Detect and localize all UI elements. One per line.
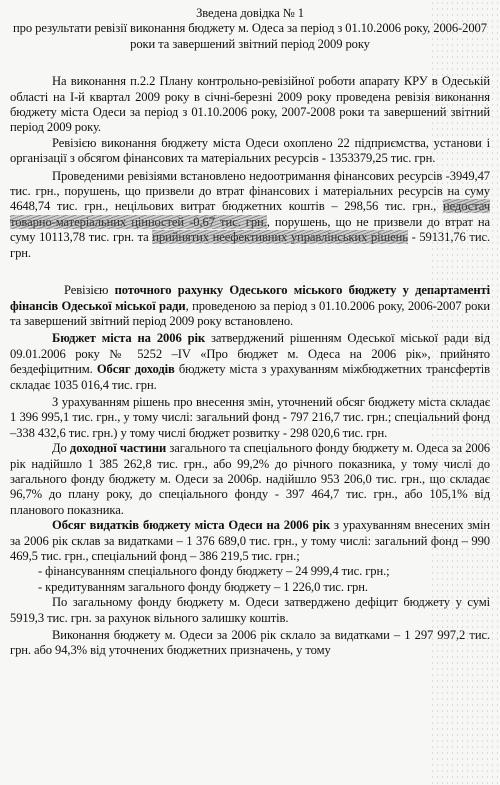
document-title: Зведена довідка № 1 — [196, 6, 304, 20]
paragraph-revenue — [10, 441, 490, 518]
audit-text-a: Ревізією — [64, 283, 115, 298]
paragraph-execution: Виконання бюджету м. Одеси за 2006 рік склало за видатками – 1 297 997,2 тис. грн. або 94,3% від уточнених бюджетних призначень, у тому — [10, 628, 490, 658]
audit-text-b: , проведеною за період з 01.10.2006 року, 2006-2007 роки та завершений звітний період 2009 року встановлено. — [10, 298, 490, 328]
paragraph-coverage: Ревізією виконання бюджету міста Одеси охоплено 22 підприємства, установи і організації з обсягом фінансових та матеріальних ресурсів - 1353379,25 тис. грн. — [10, 135, 490, 166]
findings-text-a: Проведеними ревізіями встановлено недоотримання фінансових ресурсів -3949,47 тис. грн., порушень, що призвели до втрат фінансових і матеріальних ресурсів на суму 4648,74 тис. грн., нецільових витрат бюджетних коштів – 298,56 тис. грн., — [10, 168, 490, 214]
list-item: - фінансуванням спеціального фонду бюджету – 24 999,4 тис. грн.; — [38, 564, 390, 579]
crossed-out-text-2: прийнятих неефективних управлінських рішень — [152, 230, 408, 245]
expenses-bold: Обсяг видатків бюджету міста Одеси на 2006 рік — [52, 518, 330, 533]
paragraph-expenses — [10, 518, 490, 564]
crossed-out-text-1: недостач товарно-матеріальних цінностей -0,67 тис. грн. — [10, 199, 490, 229]
revenue-bold: доходної частини — [69, 441, 167, 456]
budget-bold-1: Бюджет міста на 2006 рік — [52, 331, 206, 346]
budget-text-a: затверджений рішенням Одеської міської ради від 09.01.2006 року № 5252 –IV «Про бюджет м. Одеса на 2006 рік», прийнято бездефіцитним. — [10, 331, 490, 377]
audit-bold-text: поточного рахунку Одеського міського бюджету у департаменті фінансів Одеської міської ради — [10, 283, 490, 313]
findings-text-c: - 59131,76 тис. грн. — [10, 230, 491, 260]
paragraph-budget-changes: З урахуванням рішень про внесення змін, уточнений обсяг бюджету міста складає 1 396 995,1 тис. грн., у тому числі: загальний фонд - 797 216,7 тис. грн.; спеціальний фонд –338 432,6 тис. грн.) у тому числі бюджет розвитку - 298 020,6 тис. грн. — [10, 394, 490, 440]
revenue-text-b: загального та спеціального фонду бюджету м. Одеса за 2006 рік надійшло 1 385 262,8 тис. грн., або 99,2% до річного показника, у тому числі до загального фонду бюджету м. Одеси за 2006р. надійшло 953 206,0 тис. грн., що складає 96,7% до плану року, до спеціального фонду - 397 464,7 тис. грн., або 105,1% від планового показника. — [10, 441, 490, 517]
paragraph-intro: На виконання п.2.2 Плану контрольно-ревізійної роботи апарату КРУ в Одеській області на І-й квартал 2009 року в січні-березні 2009 року проведена ревізія виконання бюджету міста Одеси за період з 01.10.2006 року, 2007-2008 роки та завершений звітний період 2009 року. — [10, 74, 490, 135]
paragraph-deficit: По загальному фонду бюджету м. Одеси затверджено дефіцит бюджету у сумі 5919,3 тис. грн. за рахунок вільного залишку коштів. — [10, 595, 490, 625]
revenue-text-a: До — [52, 441, 70, 456]
paragraph-budget-2006 — [10, 331, 490, 393]
budget-text-b: бюджету міста з урахуванням міжбюджетних трансфертів складає 1035 016,4 тис. грн. — [10, 362, 490, 392]
expenses-text: з урахуванням внесених змін за 2006 рік склав за видатками – 1 376 689,0 тис. грн., у тому числі: загальний фонд – 990 469,5 тис. грн., спеціальний фонд – 386 219,5 тис. грн.; — [10, 518, 490, 563]
paragraph-account-audit — [10, 283, 490, 329]
paragraph-findings — [10, 169, 490, 261]
budget-bold-2: Обсяг доходів — [96, 362, 175, 377]
findings-text-b: , порушень, що не призвели до втрат на суму 10113,78 тис. грн. та — [10, 214, 490, 245]
list-item: - кредитуванням загального фонду бюджету – 1 226,0 тис. грн. — [38, 579, 368, 594]
document-subtitle: про результати ревізії виконання бюджету м. Одеса за період з 01.10.2006 року, 2006-2007 роки та завершений звітний період 2009 року — [13, 21, 487, 51]
